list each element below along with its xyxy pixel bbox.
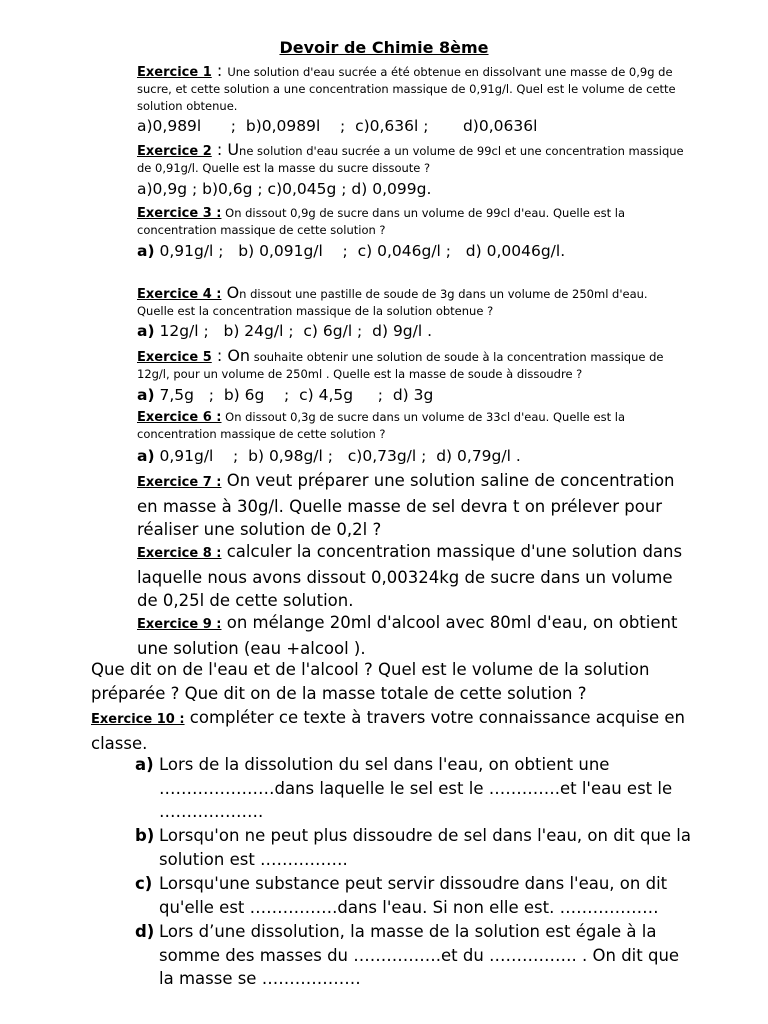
exercise-1-answers: a)0,989l ; b)0,0989l ; c)0,636l ; d)0,0636l [137, 117, 538, 135]
page-title: Devoir de Chimie 8ème [279, 38, 489, 57]
exercise-7-text: On veut préparer une solution saline de concentration en masse à 30g/l. Quelle masse de sel devra t on prélever pour réaliser une solution de 0,2l ? [137, 471, 675, 539]
exercise-6-statement [137, 409, 685, 443]
exercise-2-text: ne solution d'eau sucrée a un volume de 99cl et une concentration massique de 0,91g/l. Quelle est la masse du sucre dissoute ? [137, 144, 684, 175]
exercise-10-item-b: b) Lorsqu'on ne peut plus dissoudre de sel dans l'eau, on dit que la solution est ……………. [135, 826, 691, 869]
exercise-8-text: calculer la concentration massique d'une solution dans laquelle nous avons dissout 0,00324kg de sucre dans un volume de 0,25l de cette solution. [137, 542, 683, 610]
exercise-10-item-a: a) Lors de la dissolution du sel dans l'eau, on obtient une …………………dans laquelle le sel est le ………….et l'eau est le ………………. [135, 755, 673, 821]
exercise-9-statement [137, 611, 685, 660]
exercise-6-answers: a) 0,91g/l ; b) 0,98g/l ; c)0,73g/l ; d) 0,79g/l . [137, 447, 521, 465]
exercise-10-label: Exercice 10 : [91, 712, 185, 727]
exercise-4-statement: Exercice 4 : On dissout une pastille de soude de 3g dans un volume de 250ml d'eau. Quelle est la concentration massique de la solution obtenue ? [137, 283, 648, 318]
exercise-3-answers: a) 0,91g/l ; b) 0,091g/l ; c) 0,046g/l ; d) 0,0046g/l. [137, 242, 566, 260]
exercise-3-label: Exercice 3 : [137, 206, 222, 221]
exercise-10-text: compléter ce texte à travers votre connaissance acquise en classe. [91, 708, 686, 753]
exercise-9-label: Exercice 9 : [137, 617, 222, 632]
exercise-3-statement [137, 205, 685, 239]
exercise-2-label: Exercice 2 [137, 144, 212, 159]
exercise-7-label: Exercice 7 : [137, 475, 222, 490]
exercise-4-label: Exercice 4 : [137, 287, 222, 302]
exercise-4-text: n dissout une pastille de soude de 3g dans un volume de 250ml d'eau. Quelle est la concentration massique de la solution obtenue ? [137, 287, 648, 318]
exercise-10-statement [91, 706, 691, 755]
exercise-1-label: Exercice 1 [137, 65, 212, 80]
exercise-5-label: Exercice 5 [137, 350, 212, 365]
exercise-4-answers: a) 12g/l ; b) 24g/l ; c) 6g/l ; d) 9g/l . [137, 322, 433, 340]
exercise-8-statement [137, 540, 685, 613]
exercise-9-question: Que dit on de l'eau et de l'alcool ? Quel est le volume de la solution préparée ? Que dit on de la masse totale de cette solution ? [91, 660, 650, 703]
exercise-6-text: On dissout 0,3g de sucre dans un volume de 33cl d'eau. Quelle est la concentration massique de cette solution ? [137, 410, 625, 441]
exercise-5-text: souhaite obtenir une solution de soude à la concentration massique de 12g/l, pour un volume de 250ml . Quelle est la masse de soude à dissoudre ? [137, 350, 664, 381]
exercise-2-answers: a)0,9g ; b)0,6g ; c)0,045g ; d) 0,099g. [137, 180, 432, 198]
exercise-7-statement [137, 469, 685, 542]
exercise-10-item-c: c) Lorsqu'une substance peut servir dissoudre dans l'eau, on dit qu'elle est …………….dans l'eau. Si non elle est. ……………… [135, 874, 668, 917]
exercise-6-label: Exercice 6 : [137, 410, 222, 425]
exercise-2-statement: Exercice 2 : Une solution d'eau sucrée a un volume de 99cl et une concentration massique de 0,91g/l. Quelle est la masse du sucre dissoute ? [137, 140, 684, 175]
exercise-1-statement: Exercice 1 : Une solution d'eau sucrée a été obtenue en dissolvant une masse de 0,9g de sucre, et cette solution a une concentration massique de 0,91g/l. Quel est le volume de cette solution obtenue. [137, 61, 676, 113]
exercise-5-statement: Exercice 5 : On souhaite obtenir une solution de soude à la concentration massique de 12g/l, pour un volume de 250ml . Quelle est la masse de soude à dissoudre ? [137, 346, 664, 381]
exercise-9-text: on mélange 20ml d'alcool avec 80ml d'eau, on obtient une solution (eau +alcool ). [137, 613, 678, 658]
exercise-8-label: Exercice 8 : [137, 546, 222, 561]
exercise-3-text: On dissout 0,9g de sucre dans un volume de 99cl d'eau. Quelle est la concentration massique de cette solution ? [137, 206, 625, 237]
exercise-1-text: Une solution d'eau sucrée a été obtenue en dissolvant une masse de 0,9g de sucre, et cette solution a une concentration massique de 0,91g/l. Quel est le volume de cette solution obtenue. [137, 65, 676, 113]
exercise-10-item-d: d) Lors d’une dissolution, la masse de la solution est égale à la somme des masses du …………….et du ……………. . On dit que la masse se ……………… [135, 922, 680, 988]
exercise-5-answers: a) 7,5g ; b) 6g ; c) 4,5g ; d) 3g [137, 386, 434, 404]
